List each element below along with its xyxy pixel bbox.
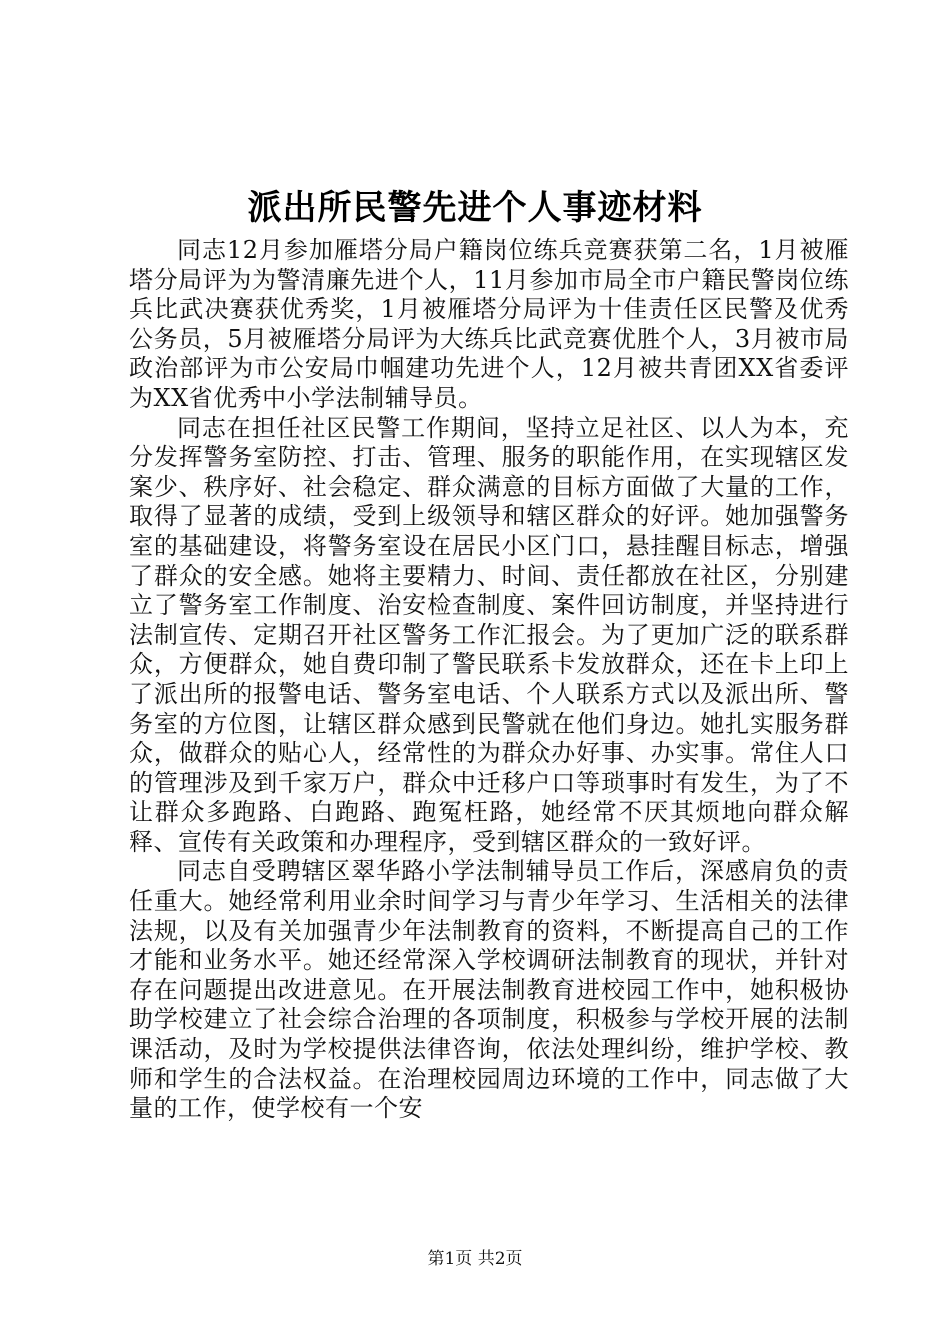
page-footer: 第1页 共2页 — [427, 1249, 523, 1269]
paragraph: 同志在担任社区民警工作期间，坚持立足社区、以人为本，充分发挥警务室防控、打击、管理、服务的职能作用，在实现辖区发案少、秩序好、社会稳定、群众满意的目标方面做了大量的工作，取得了显著的成绩，受到上级领导和辖区群众的好评。她加强警务室的基础建设，将警务室设在居民小区门口，悬挂醒目标志，增强了群众的安全感。她将主要精力、时间、责任都放在社区，分别建立了警务室工作制度、治安检查制度、案件回访制度，并坚持进行法制宣传、定期召开社区警务工作汇报会。为了更加广泛的联系群众，方便群众，她自费印制了警民联系卡发放群众，还在卡上印上了派出所的报警电话、警务室电话、个人联系方式以及派出所、警务室的方位图，让辖区群众感到民警就在他们身边。她扎实服务群众，做群众的贴心人，经常性的为群众办好事、办实事。常住人口的管理涉及到千家万户，群众中迁移户口等琐事时有发生，为了不让群众多跑路、白跑路、跑冤枉路，她经常不厌其烦地向群众解释、宣传有关政策和办理程序，受到辖区群众的一致好评。 — [129, 413, 849, 856]
paragraph: 同志12月参加雁塔分局户籍岗位练兵竞赛获第二名，1月被雁塔分局评为为警清廉先进个人，11月参加市局全市户籍民警岗位练兵比武决赛获优秀奖，1月被雁塔分局评为十佳责任区民警及优秀公务员，5月被雁塔分局评为大练兵比武竞赛优胜个人，3月被市局政治部评为市公安局巾帼建功先进个人，12月被共青团XX省委评为XX省优秀中小学法制辅导员。 — [129, 236, 849, 412]
document-title: 派出所民警先进个人事迹材料 — [247, 188, 703, 228]
document-body — [129, 236, 849, 1124]
paragraph: 同志自受聘辖区翠华路小学法制辅导员工作后，深感肩负的责任重大。她经常利用业余时间学习与青少年学习、生活相关的法律法规，以及有关加强青少年法制教育的资料，不断提高自己的工作才能和业务水平。她还经常深入学校调研法制教育的现状，并针对存在问题提出改进意见。在开展法制教育进校园工作中，她积极协助学校建立了社会综合治理的各项制度，积极参与学校开展的法制课活动，及时为学校提供法律咨询，依法处理纠纷，维护学校、教师和学生的合法权益。在治理校园周边环境的工作中，同志做了大量的工作，使学校有一个安 — [129, 857, 849, 1123]
